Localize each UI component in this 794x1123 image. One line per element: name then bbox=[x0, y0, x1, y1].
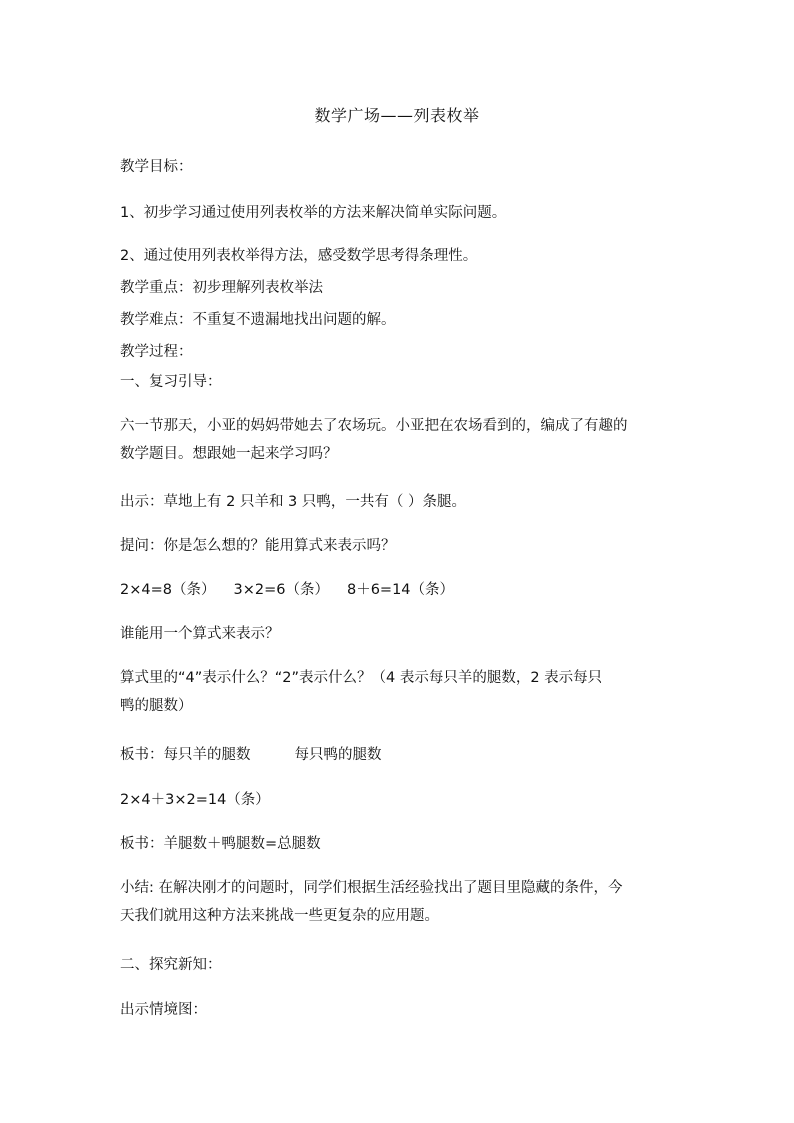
difficult-point: 教学难点：不重复不遗漏地找出问题的解。 bbox=[120, 312, 396, 328]
board-1-right: 每只鸭的腿数 bbox=[294, 747, 382, 763]
section-2-heading: 二、探究新知： bbox=[120, 957, 222, 973]
process-heading: 教学过程： bbox=[120, 344, 193, 360]
summary-paragraph bbox=[120, 874, 680, 930]
meaning-paragraph bbox=[120, 664, 680, 720]
equations-row bbox=[120, 578, 680, 602]
objective-1: 1、初步学习通过使用列表枚举的方法来解决简单实际问题。 bbox=[120, 205, 507, 221]
equation-3: 8＋6=14（条） bbox=[346, 582, 455, 598]
intro-line-2: 数学题目。想跟她一起来学习吗？ bbox=[120, 446, 338, 462]
key-point: 教学重点：初步理解列表枚举法 bbox=[120, 280, 323, 296]
equation-1: 2×4=8（条） bbox=[120, 582, 216, 598]
section-1-heading: 一、复习引导： bbox=[120, 374, 222, 390]
meaning-line-2: 鸭的腿数） bbox=[120, 698, 193, 714]
objectives-heading: 教学目标： bbox=[120, 159, 193, 175]
intro-line-1: 六一节那天，小亚的妈妈带她去了农场玩。小亚把在农场看到的，编成了有趣的 bbox=[120, 418, 628, 434]
question: 提问：你是怎么想的？能用算式来表示吗？ bbox=[120, 538, 396, 554]
show-scene: 出示情境图： bbox=[120, 1002, 207, 1018]
meaning-line-1: 算式里的“4”表示什么？“2”表示什么？（4 表示每只羊的腿数，2 表示每只 bbox=[120, 670, 603, 686]
intro-paragraph bbox=[120, 412, 680, 468]
equation-2: 3×2=6（条） bbox=[233, 582, 329, 598]
one-equation-question: 谁能用一个算式来表示？ bbox=[120, 626, 280, 642]
combined-equation: 2×4＋3×2=14（条） bbox=[120, 792, 270, 808]
board-2: 板书：羊腿数＋鸭腿数=总腿数 bbox=[120, 836, 321, 852]
board-1-label: 板书：每只羊的腿数 bbox=[120, 747, 251, 763]
board-1 bbox=[120, 743, 680, 767]
objective-2: 2、通过使用列表枚举得方法，感受数学思考得条理性。 bbox=[120, 248, 478, 264]
document-title: 数学广场——列表枚举 bbox=[314, 106, 480, 125]
show-problem: 出示：草地上有 2 只羊和 3 只鸭，一共有（ ）条腿。 bbox=[120, 494, 466, 510]
summary-line-1: 小结: 在解决刚才的问题时，同学们根据生活经验找出了题目里隐藏的条件，今 bbox=[120, 880, 623, 896]
summary-line-2: 天我们就用这种方法来挑战一些更复杂的应用题。 bbox=[120, 908, 439, 924]
